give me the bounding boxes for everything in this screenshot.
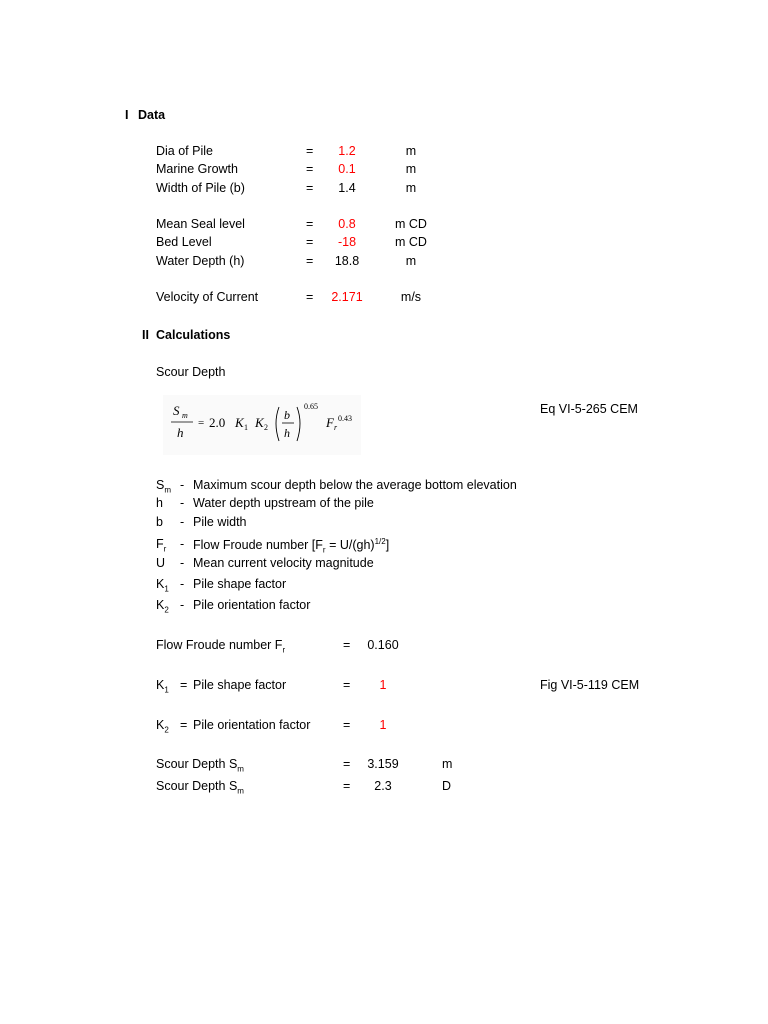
eq-right-paren [297, 407, 300, 441]
scour-depth-label: Scour Depth $S_m$ [156, 779, 244, 796]
eq-lhs-numerator-sub: m [182, 411, 188, 420]
equals-sign: = [306, 181, 314, 195]
data-unit: m [405, 162, 417, 176]
legend-dash: - [180, 478, 185, 492]
data-unit: m CD [395, 235, 427, 249]
legend-dash: - [180, 556, 185, 570]
equals-sign: = [306, 144, 314, 158]
data-label: Mean Seal level [156, 217, 245, 231]
legend-description: Maximum scour depth below the average bottom elevation [193, 478, 517, 492]
data-value[interactable]: 2.171 [331, 290, 363, 304]
legend-dash: - [180, 515, 185, 529]
data-unit: m [405, 144, 417, 158]
k1-reference: Fig VI-5-119 CEM [540, 678, 640, 692]
legend-symbol: b [156, 515, 163, 529]
legend-dash: - [180, 577, 185, 591]
k2-value[interactable]: 1 [379, 718, 387, 732]
data-unit: m [405, 181, 417, 195]
k1-value[interactable]: 1 [379, 678, 387, 692]
data-label: Dia of Pile [156, 144, 213, 158]
eq-lhs-denominator: h [177, 425, 184, 440]
legend-dash: - [180, 496, 185, 510]
legend-description: Pile shape factor [193, 577, 287, 591]
k1-label: Pile shape factor [193, 678, 287, 692]
legend-description: Pile width [193, 515, 247, 529]
legend-dash: - [180, 537, 185, 551]
equation-reference: Eq VI-5-265 CEM [540, 402, 638, 416]
k1-symbol: $K_1$ [156, 678, 169, 695]
equals-sign: = [306, 235, 314, 249]
data-unit: m/s [400, 290, 422, 304]
scour-depth-unit: m [442, 757, 453, 771]
data-label: Water Depth (h) [156, 254, 245, 268]
section-1-number: I [125, 108, 129, 122]
equals-sign: = [306, 162, 314, 176]
data-label: Bed Level [156, 235, 212, 249]
eq-froude: F [326, 415, 334, 430]
legend-symbol: $S_m$ [156, 478, 172, 495]
k2-symbol: $K_2$ [156, 718, 169, 735]
legend-description: Flow Froude number $[F_r = U/(gh)^{1/2}]$ [193, 537, 390, 555]
scour-depth-label: Scour Depth $S_m$ [156, 757, 244, 774]
equals-sign: = [180, 718, 188, 732]
scour-depth-unit: D [442, 779, 452, 793]
equals-sign: = [343, 638, 351, 652]
eq-froude-sub: r [334, 423, 338, 432]
legend-symbol: h [156, 496, 163, 510]
scour-depth-heading: Scour Depth [156, 365, 226, 379]
scour-depth-value: 2.3 [374, 779, 392, 793]
eq-equals: = [198, 417, 205, 429]
eq-k2-sub: 2 [264, 423, 268, 432]
eq-paren-numerator: b [284, 408, 290, 422]
scour-depth-value: 3.159 [367, 757, 399, 771]
eq-k1-sub: 1 [244, 423, 248, 432]
legend-description: Mean current velocity magnitude [193, 556, 374, 570]
data-label: Velocity of Current [156, 290, 259, 304]
data-label: Marine Growth [156, 162, 238, 176]
equals-sign: = [343, 757, 351, 771]
legend-description: Water depth upstream of the pile [193, 496, 374, 510]
legend-symbol: U [156, 556, 166, 570]
equals-sign: = [306, 217, 314, 231]
data-value: 1.4 [338, 181, 356, 195]
eq-paren-exponent: 0.65 [304, 402, 318, 411]
legend-description: Pile orientation factor [193, 598, 311, 612]
equals-sign: = [306, 254, 314, 268]
legend-symbol: $K_1$ [156, 577, 169, 594]
eq-lhs-numerator: S [173, 403, 180, 418]
data-label: Width of Pile (b) [156, 181, 245, 195]
eq-k2: K [255, 415, 264, 430]
data-unit: m CD [395, 217, 427, 231]
legend-symbol: $K_2$ [156, 598, 169, 615]
froude-label: Flow Froude number $F_r$ [156, 638, 286, 655]
data-value[interactable]: 0.8 [338, 217, 356, 231]
equals-sign: = [343, 718, 351, 732]
eq-paren-denominator: h [284, 426, 290, 440]
equals-sign: = [343, 779, 351, 793]
eq-froude-exponent: 0.43 [338, 414, 352, 423]
data-unit: m [405, 254, 417, 268]
legend-dash: - [180, 598, 185, 612]
eq-left-paren [276, 407, 279, 441]
data-value[interactable]: 0.1 [338, 162, 356, 176]
legend-symbol: $F_r$ [156, 537, 167, 554]
equals-sign: = [180, 678, 188, 692]
section-2-title: Calculations [156, 328, 231, 342]
data-value[interactable]: 1.2 [338, 144, 356, 158]
section-2-number: II [142, 328, 149, 342]
eq-coefficient: 2.0 [209, 415, 226, 430]
k2-label: Pile orientation factor [193, 718, 311, 732]
equals-sign: = [343, 678, 351, 692]
scour-equation-image [163, 395, 361, 455]
data-value[interactable]: -18 [337, 235, 357, 249]
eq-k1: K [235, 415, 244, 430]
section-1-title: Data [138, 108, 166, 122]
equals-sign: = [306, 290, 314, 304]
data-value: 18.8 [334, 254, 360, 268]
froude-value: 0.160 [367, 638, 399, 652]
